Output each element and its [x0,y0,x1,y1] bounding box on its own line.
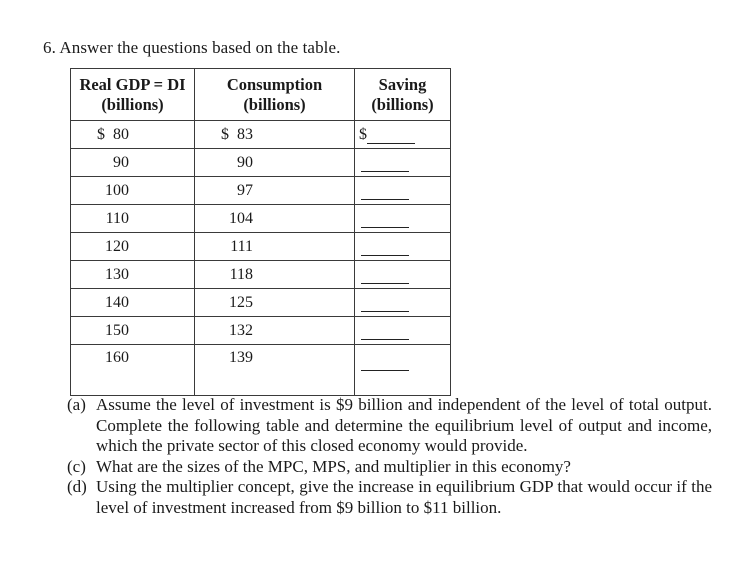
gdp-cell [71,289,195,317]
consumption-cell [195,317,355,345]
gdp-value: 150 [105,321,129,339]
table-row [71,317,451,345]
consumption-cell [195,177,355,205]
gdp-cell [71,149,195,177]
saving-cell [355,121,451,149]
dollar-sign: $ [221,125,229,143]
saving-blank[interactable] [361,297,409,312]
consumption-cell [195,289,355,317]
question-title: 6. Answer the questions based on the table. [43,38,341,57]
saving-cell [355,177,451,205]
saving-blank[interactable] [361,157,409,172]
table-header-row [71,69,451,121]
gdp-value: 110 [105,209,129,227]
header-unit: (billions) [371,94,434,114]
gdp-cell [71,177,195,205]
consumption-value: 139 [229,349,253,366]
header-real-gdp [71,69,195,121]
consumption-value: 125 [229,293,253,311]
gdp-consumption-saving-table [70,68,451,396]
part-text: What are the sizes of the MPC, MPS, and multiplier in this economy? [96,456,571,476]
saving-blank[interactable] [361,325,409,340]
saving-cell [355,149,451,177]
table-row [71,149,451,177]
consumption-value: 132 [229,321,253,339]
part-a [67,395,712,457]
saving-cell [355,317,451,345]
consumption-cell [195,261,355,289]
gdp-cell [71,233,195,261]
saving-cell [355,289,451,317]
gdp-cell [71,121,195,149]
part-label: (c) [67,456,86,476]
header-unit: (billions) [101,94,164,114]
consumption-cell [195,233,355,261]
table-row [71,121,451,149]
part-d [67,477,712,518]
part-text: Using the multiplier concept, give the increase in equilibrium GDP that would occur if the level of investment increased from $9 billion to $11 billion. [96,477,712,517]
saving-cell [355,345,451,396]
consumption-value: 83 [237,125,253,143]
saving-blank[interactable] [361,241,409,256]
consumption-value: 97 [237,181,253,199]
question-parts [67,395,712,518]
header-unit: (billions) [243,94,306,114]
consumption-cell [195,345,355,396]
header-label: Consumption [226,74,323,94]
dollar-sign: $ [359,125,367,143]
saving-blank[interactable] [367,129,415,144]
saving-blank[interactable] [361,356,409,371]
gdp-value: 90 [113,153,129,171]
gdp-cell [71,205,195,233]
table-row [71,261,451,289]
gdp-value: 80 [113,125,129,143]
consumption-value: 118 [229,265,253,283]
consumption-value: 104 [229,209,253,227]
consumption-cell [195,121,355,149]
table-row [71,177,451,205]
gdp-value: 140 [105,293,129,311]
header-label: Real GDP = DI [79,74,186,94]
consumption-value: 111 [230,237,253,255]
part-label: (a) [67,395,86,414]
consumption-cell [195,205,355,233]
saving-blank[interactable] [361,269,409,284]
gdp-value: 100 [105,181,129,199]
gdp-value: 120 [105,237,129,255]
part-c [67,457,712,478]
header-saving [355,69,451,121]
table-row [71,205,451,233]
saving-cell [355,205,451,233]
consumption-value: 90 [237,153,253,171]
part-text: Assume the level of investment is $9 billion and independent of the level of total output. Complete the following table and determine the equilibrium level of output and income, which the private sector of this closed economy would provide. [96,395,712,455]
gdp-cell [71,261,195,289]
consumption-cell [195,149,355,177]
header-label: Saving [378,74,427,94]
header-consumption [195,69,355,121]
saving-cell [355,233,451,261]
table-row [71,345,451,396]
table-row [71,289,451,317]
gdp-cell [71,345,195,396]
dollar-sign: $ [97,125,105,143]
gdp-cell [71,317,195,345]
gdp-value: 130 [105,265,129,283]
saving-cell [355,261,451,289]
part-label: (d) [67,477,87,496]
saving-blank[interactable] [361,213,409,228]
saving-blank[interactable] [361,185,409,200]
gdp-value: 160 [105,349,129,366]
table-row [71,233,451,261]
